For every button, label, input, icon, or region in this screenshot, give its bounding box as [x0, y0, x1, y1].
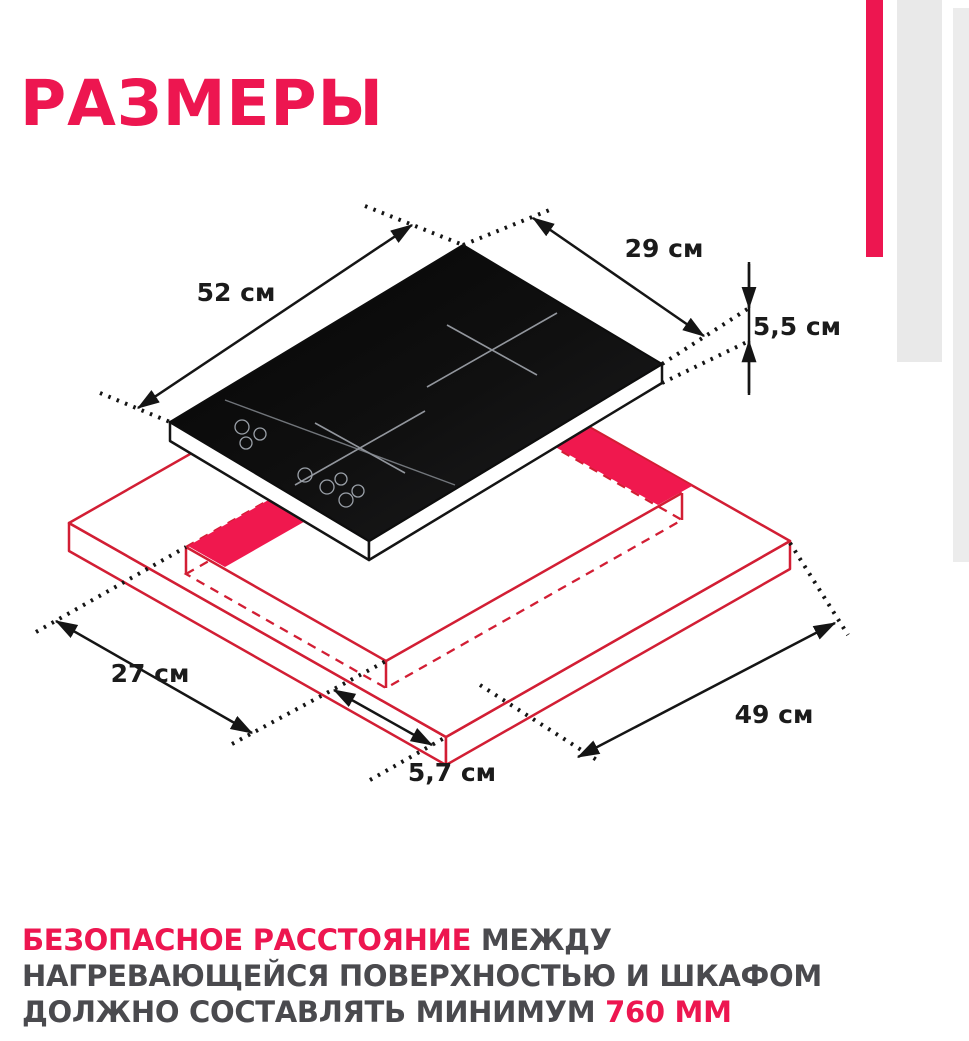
- safety-note-line3: ДОЛЖНО СОСТАВЛЯТЬ МИНИМУМ 760 ММ: [22, 995, 732, 1029]
- safety-note: [22, 922, 922, 1030]
- page-title: РАЗМЕРЫ: [20, 67, 384, 140]
- hob-height-label: 5,5 см: [752, 312, 842, 341]
- cutout-margin-label: 5,7 см: [407, 758, 497, 787]
- decor-bars: [866, 0, 969, 562]
- cutout-length-label: 49 см: [734, 700, 814, 729]
- accent-bar: [866, 0, 883, 257]
- safety-note-highlight: БЕЗОПАСНОЕ РАССТОЯНИЕ: [22, 923, 472, 957]
- hob-length-label: 52 см: [196, 278, 276, 307]
- edge-strip: [953, 8, 969, 562]
- hob-width-label: 29 см: [624, 234, 704, 263]
- safety-note-value: 760 ММ: [605, 995, 732, 1029]
- safety-note-line1: БЕЗОПАСНОЕ РАССТОЯНИЕ МЕЖДУ: [22, 923, 612, 957]
- cutout-width-label: 27 см: [110, 659, 190, 688]
- gray-bar: [897, 0, 942, 362]
- safety-note-line2: НАГРЕВАЮЩЕЙСЯ ПОВЕРХНОСТЬЮ И ШКАФОМ: [22, 959, 822, 993]
